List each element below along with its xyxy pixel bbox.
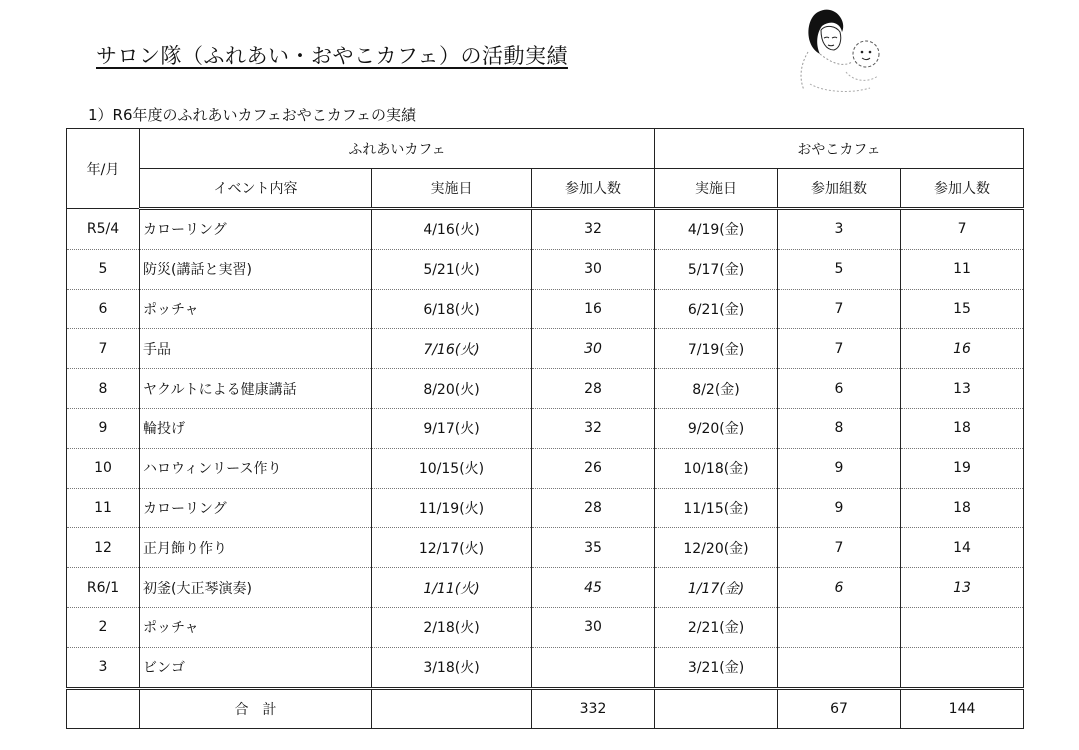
event-cell: 輪投げ bbox=[140, 408, 372, 448]
event-cell: ヤクルトによる健康講話 bbox=[140, 369, 372, 409]
table-row bbox=[67, 249, 1024, 289]
oyako-count-cell: 18 bbox=[901, 408, 1024, 448]
fureai-count-cell: 26 bbox=[532, 448, 655, 488]
oyako-groups-cell: 6 bbox=[778, 369, 901, 409]
fureai-date-cell: 2/18(火) bbox=[372, 607, 532, 647]
table-row bbox=[67, 369, 1024, 409]
total-fureai-date-cell bbox=[372, 688, 532, 728]
fureai-date-header: 実施日 bbox=[372, 169, 532, 209]
oyako-count-cell: 7 bbox=[901, 209, 1024, 250]
oyako-count-cell: 13 bbox=[901, 568, 1024, 608]
event-cell: 正月飾り作り bbox=[140, 528, 372, 568]
table-row bbox=[67, 607, 1024, 647]
table-row bbox=[67, 528, 1024, 568]
fureai-date-cell: 9/17(火) bbox=[372, 408, 532, 448]
oyako-date-cell: 4/19(金) bbox=[655, 209, 778, 250]
oyako-date-cell: 2/21(金) bbox=[655, 607, 778, 647]
event-cell: 初釜(大正琴演奏) bbox=[140, 568, 372, 608]
month-cell: 6 bbox=[67, 289, 140, 329]
month-cell: 11 bbox=[67, 488, 140, 528]
fureai-date-cell: 8/20(火) bbox=[372, 369, 532, 409]
table-row bbox=[67, 408, 1024, 448]
oyako-date-cell: 1/17(金) bbox=[655, 568, 778, 608]
year-month-header: 年/月 bbox=[67, 129, 140, 209]
table-row bbox=[67, 568, 1024, 608]
activity-records-table bbox=[66, 128, 1024, 729]
oyako-cafe-header: おやこカフェ bbox=[655, 129, 1024, 169]
mother-child-illustration bbox=[780, 2, 900, 97]
oyako-date-cell: 12/20(金) bbox=[655, 528, 778, 568]
oyako-groups-cell: 5 bbox=[778, 249, 901, 289]
oyako-count-cell: 11 bbox=[901, 249, 1024, 289]
month-cell: R5/4 bbox=[67, 209, 140, 250]
event-cell: カローリング bbox=[140, 209, 372, 250]
total-fureai-count: 332 bbox=[532, 688, 655, 728]
month-cell: 10 bbox=[67, 448, 140, 488]
oyako-groups-cell: 9 bbox=[778, 448, 901, 488]
page-title: サロン隊（ふれあい・おやこカフェ）の活動実績 bbox=[96, 44, 568, 68]
month-cell: 5 bbox=[67, 249, 140, 289]
oyako-count-cell: 19 bbox=[901, 448, 1024, 488]
fureai-date-cell: 5/21(火) bbox=[372, 249, 532, 289]
fureai-count-cell: 28 bbox=[532, 369, 655, 409]
oyako-date-cell: 9/20(金) bbox=[655, 408, 778, 448]
oyako-groups-cell bbox=[778, 607, 901, 647]
oyako-groups-cell: 3 bbox=[778, 209, 901, 250]
event-cell: 防災(講話と実習) bbox=[140, 249, 372, 289]
fureai-date-cell: 6/18(火) bbox=[372, 289, 532, 329]
oyako-count-cell: 14 bbox=[901, 528, 1024, 568]
fureai-count-cell bbox=[532, 647, 655, 688]
fureai-count-cell: 28 bbox=[532, 488, 655, 528]
total-month-cell bbox=[67, 688, 140, 728]
month-cell: 12 bbox=[67, 528, 140, 568]
fureai-count-cell: 30 bbox=[532, 607, 655, 647]
month-cell: 3 bbox=[67, 647, 140, 688]
month-cell: 2 bbox=[67, 607, 140, 647]
fureai-participants-header: 参加人数 bbox=[532, 169, 655, 209]
oyako-date-cell: 11/15(金) bbox=[655, 488, 778, 528]
month-cell: 8 bbox=[67, 369, 140, 409]
fureai-count-cell: 30 bbox=[532, 249, 655, 289]
fureai-count-cell: 32 bbox=[532, 408, 655, 448]
table-row bbox=[67, 448, 1024, 488]
table-row bbox=[67, 647, 1024, 688]
oyako-groups-cell: 7 bbox=[778, 289, 901, 329]
total-oyako-groups: 67 bbox=[778, 688, 901, 728]
oyako-groups-cell: 8 bbox=[778, 408, 901, 448]
fureai-count-cell: 16 bbox=[532, 289, 655, 329]
fureai-count-cell: 35 bbox=[532, 528, 655, 568]
table-row bbox=[67, 329, 1024, 369]
event-content-header: イベント内容 bbox=[140, 169, 372, 209]
oyako-groups-cell: 6 bbox=[778, 568, 901, 608]
total-label: 合 計 bbox=[140, 688, 372, 728]
table-row bbox=[67, 289, 1024, 329]
oyako-date-cell: 5/17(金) bbox=[655, 249, 778, 289]
month-cell: 9 bbox=[67, 408, 140, 448]
oyako-date-cell: 7/19(金) bbox=[655, 329, 778, 369]
oyako-count-cell: 13 bbox=[901, 369, 1024, 409]
oyako-groups-header: 参加組数 bbox=[778, 169, 901, 209]
oyako-groups-cell bbox=[778, 647, 901, 688]
fureai-count-cell: 45 bbox=[532, 568, 655, 608]
event-cell: 手品 bbox=[140, 329, 372, 369]
event-cell: ハロウィンリース作り bbox=[140, 448, 372, 488]
oyako-count-cell bbox=[901, 647, 1024, 688]
oyako-count-cell: 16 bbox=[901, 329, 1024, 369]
oyako-date-cell: 3/21(金) bbox=[655, 647, 778, 688]
oyako-groups-cell: 7 bbox=[778, 329, 901, 369]
month-cell: 7 bbox=[67, 329, 140, 369]
fureai-date-cell: 12/17(火) bbox=[372, 528, 532, 568]
total-row bbox=[67, 688, 1024, 728]
fureai-date-cell: 3/18(火) bbox=[372, 647, 532, 688]
fureai-date-cell: 7/16(火) bbox=[372, 329, 532, 369]
oyako-groups-cell: 9 bbox=[778, 488, 901, 528]
oyako-date-cell: 6/21(金) bbox=[655, 289, 778, 329]
oyako-date-cell: 10/18(金) bbox=[655, 448, 778, 488]
oyako-date-header: 実施日 bbox=[655, 169, 778, 209]
oyako-count-cell: 15 bbox=[901, 289, 1024, 329]
oyako-count-cell bbox=[901, 607, 1024, 647]
fureai-date-cell: 4/16(火) bbox=[372, 209, 532, 250]
oyako-date-cell: 8/2(金) bbox=[655, 369, 778, 409]
event-cell: ビンゴ bbox=[140, 647, 372, 688]
oyako-count-cell: 18 bbox=[901, 488, 1024, 528]
fureai-date-cell: 1/11(火) bbox=[372, 568, 532, 608]
oyako-participants-header: 参加人数 bbox=[901, 169, 1024, 209]
fureai-date-cell: 11/19(火) bbox=[372, 488, 532, 528]
total-oyako-date-cell bbox=[655, 688, 778, 728]
event-cell: ポッチャ bbox=[140, 289, 372, 329]
section-subtitle: 1）R6年度のふれあいカフェおやこカフェの実績 bbox=[88, 106, 417, 124]
table-row bbox=[67, 209, 1024, 250]
fureai-count-cell: 32 bbox=[532, 209, 655, 250]
fureai-date-cell: 10/15(火) bbox=[372, 448, 532, 488]
event-cell: カローリング bbox=[140, 488, 372, 528]
oyako-groups-cell: 7 bbox=[778, 528, 901, 568]
fureai-cafe-header: ふれあいカフェ bbox=[140, 129, 655, 169]
table-row bbox=[67, 488, 1024, 528]
total-oyako-count: 144 bbox=[901, 688, 1024, 728]
fureai-count-cell: 30 bbox=[532, 329, 655, 369]
event-cell: ポッチャ bbox=[140, 607, 372, 647]
month-cell: R6/1 bbox=[67, 568, 140, 608]
